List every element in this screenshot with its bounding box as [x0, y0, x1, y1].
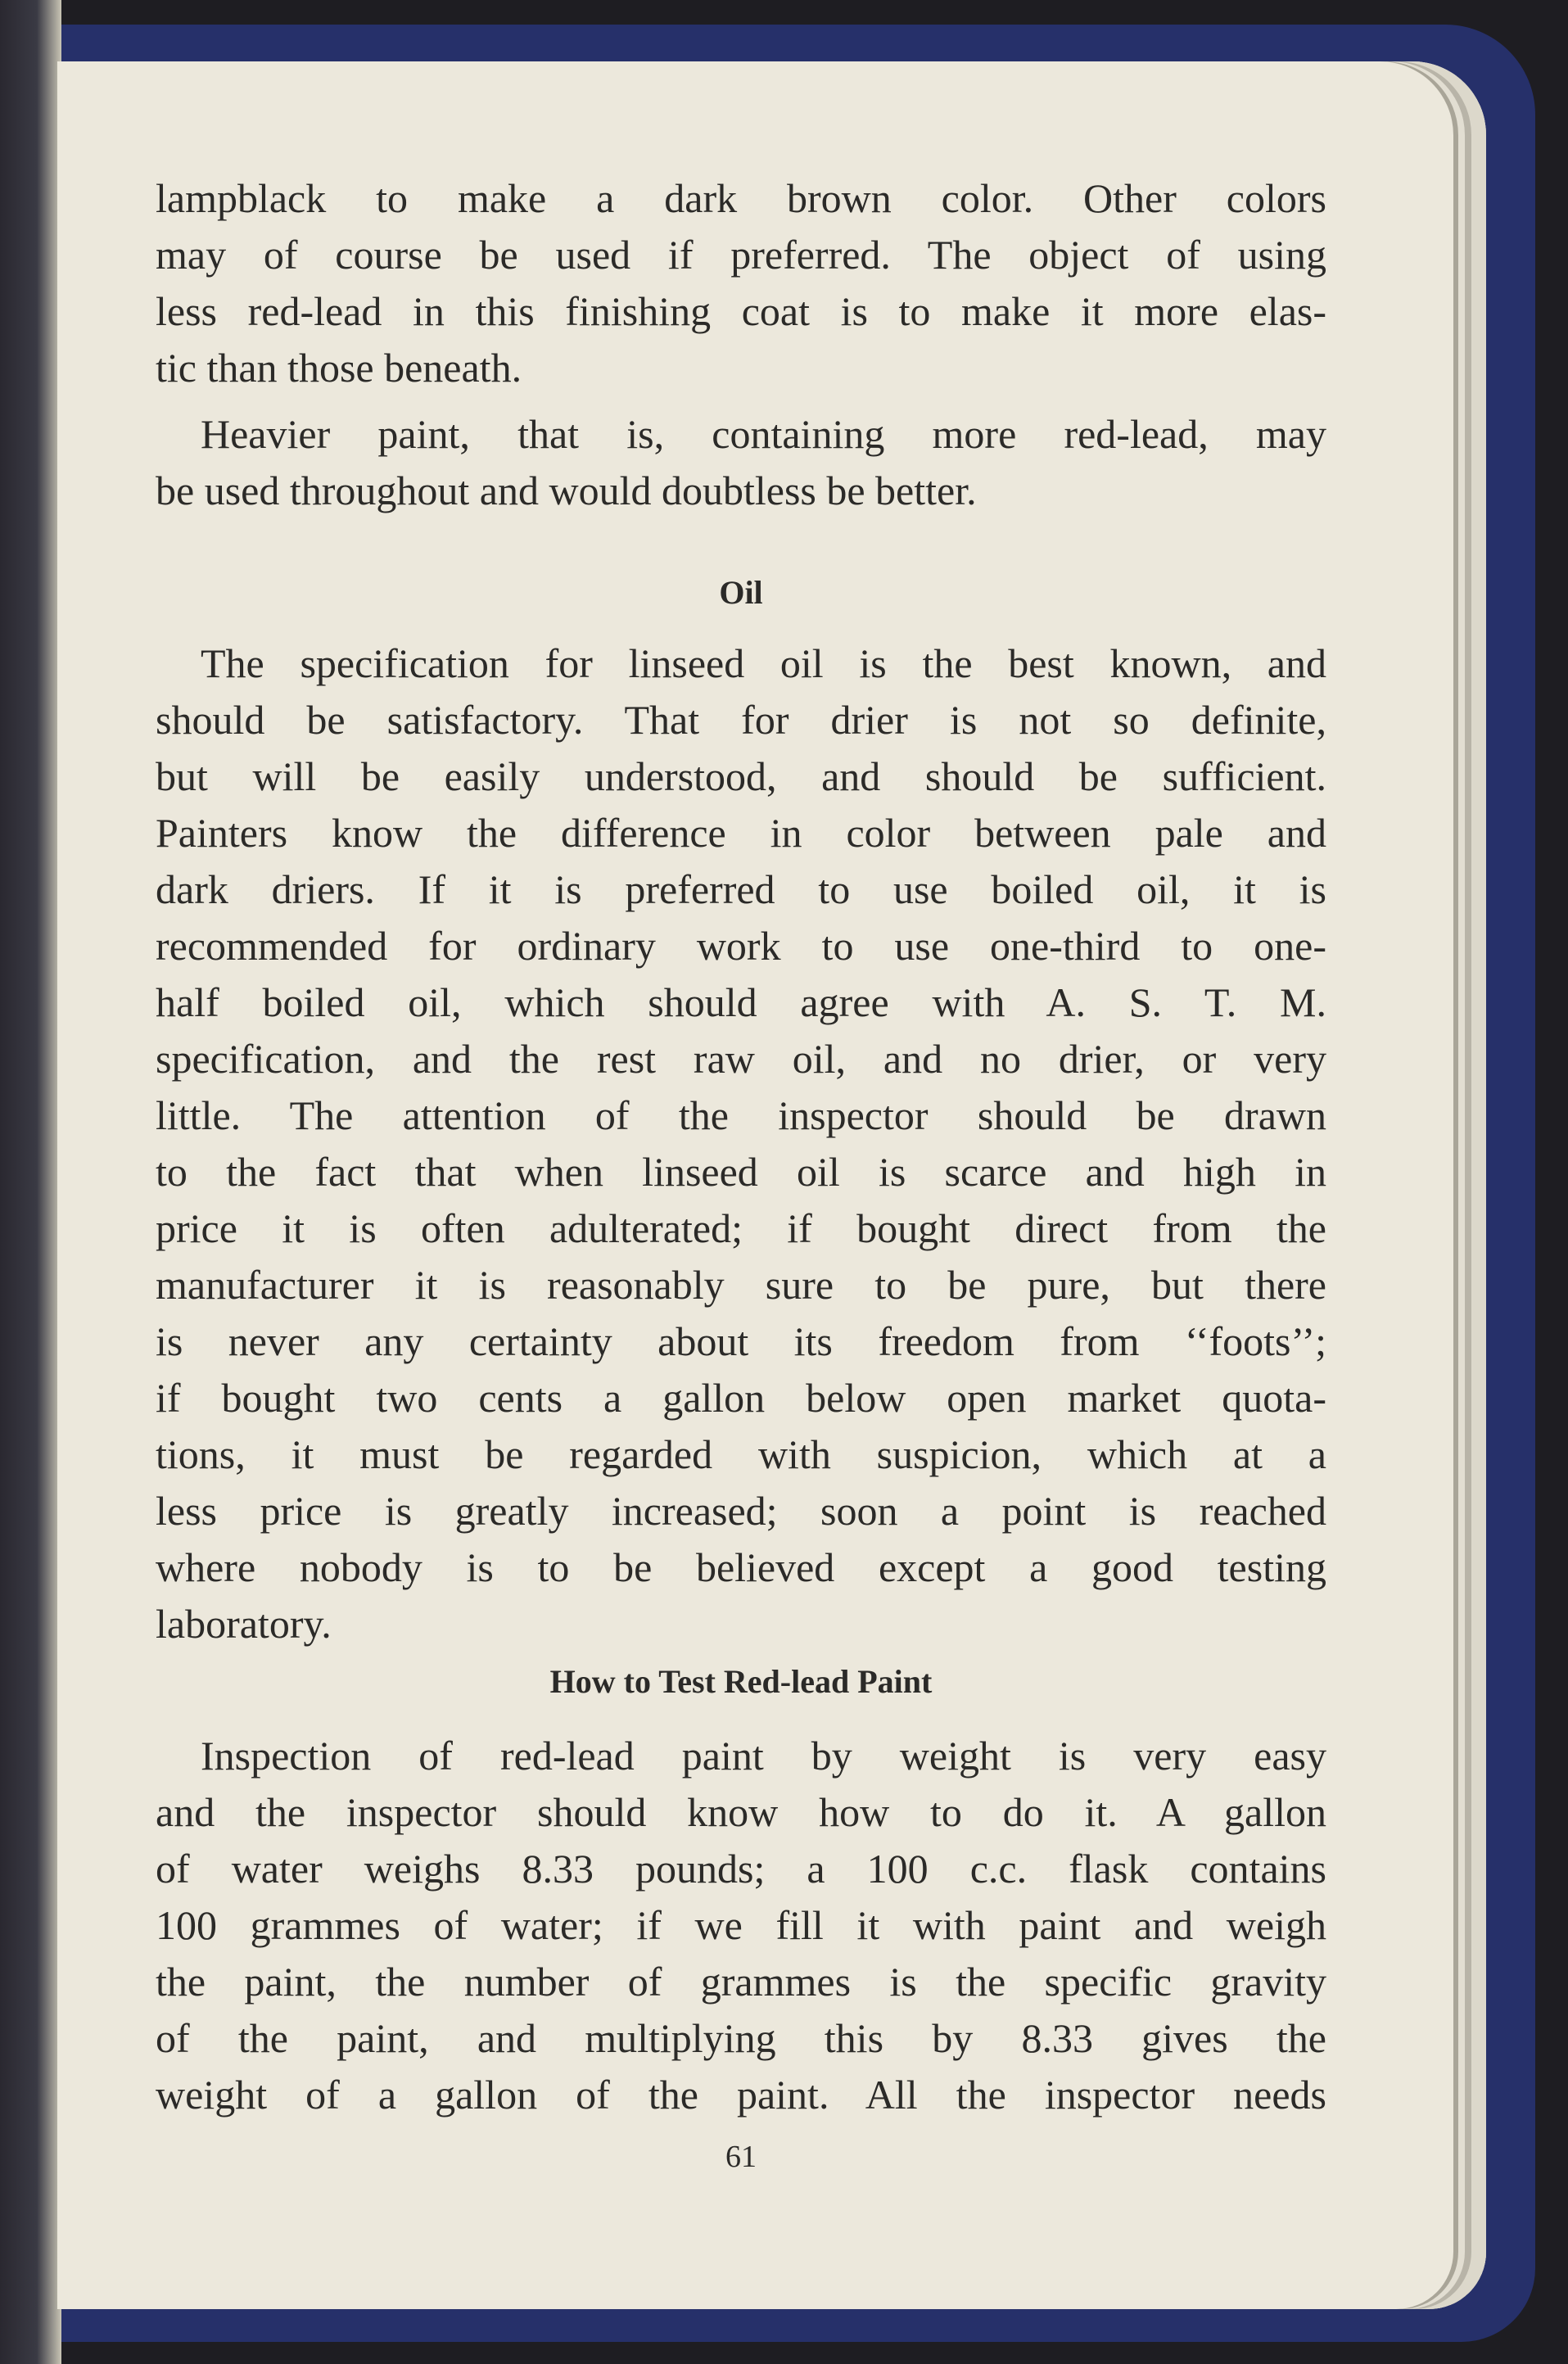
paragraph-lampblack [156, 170, 1326, 396]
text-line: is never any certainty about its freedom from ‘‘foots’’; [156, 1318, 1326, 1364]
text-line: if bought two cents a gallon below open market quota- [156, 1375, 1326, 1421]
text-line: Heavier paint, that is, containing more red-lead, may [201, 411, 1326, 457]
section-heading-oil: Oil [719, 574, 763, 611]
text-line: half boiled oil, which should agree with A. S. T. M. [156, 979, 1326, 1025]
text-line: and the inspector should know how to do it. A gallon [156, 1789, 1326, 1835]
text-line: tic than those beneath. [156, 345, 522, 391]
text-line: to the fact that when linseed oil is scarce and high in [156, 1149, 1326, 1195]
text-line: may of course be used if preferred. The object of using [156, 232, 1326, 278]
paragraph-heavier-paint [156, 406, 1326, 519]
text-line: but will be easily understood, and should be sufficient. [156, 753, 1326, 799]
text-line: Inspection of red-lead paint by weight is very easy [201, 1733, 1326, 1779]
text-line: of water weighs 8.33 pounds; a 100 c.c. flask contains [156, 1846, 1326, 1892]
page-number: 61 [725, 2140, 757, 2174]
text-line: Painters know the difference in color between pale and [156, 810, 1326, 856]
text-line: where nobody is to be believed except a good testing [156, 1544, 1326, 1590]
paragraph-oil [156, 635, 1326, 1652]
text-line: the paint, the number of grammes is the specific gravity [156, 1959, 1326, 2005]
text-line: tions, it must be regarded with suspicion, which at a [156, 1431, 1326, 1477]
text-line: little. The attention of the inspector should be drawn [156, 1092, 1326, 1138]
text-line: lampblack to make a dark brown color. Other colors [156, 175, 1326, 221]
text-line: should be satisfactory. That for drier is not so definite, [156, 697, 1326, 743]
text-line: less price is greatly increased; soon a point is reached [156, 1488, 1326, 1534]
text-line: weight of a gallon of the paint. All the inspector needs [156, 2072, 1326, 2118]
text-line: dark driers. If it is preferred to use boiled oil, it is [156, 866, 1326, 912]
text-line: price it is often adulterated; if bought direct from the [156, 1205, 1326, 1251]
text-line: be used throughout and would doubtless be better. [156, 468, 977, 513]
text-line: 100 grammes of water; if we fill it with paint and weigh [156, 1902, 1326, 1948]
text-line: The specification for linseed oil is the best known, and [201, 640, 1326, 686]
text-line: laboratory. [156, 1601, 332, 1647]
text-line: less red-lead in this finishing coat is to make it more elas- [156, 288, 1326, 334]
text-line: of the paint, and multiplying this by 8.33 gives the [156, 2015, 1326, 2061]
text-line: specification, and the rest raw oil, and no drier, or very [156, 1036, 1326, 1082]
book-gutter [0, 0, 61, 2364]
section-heading-test: How to Test Red-lead Paint [549, 1663, 933, 1700]
text-line: manufacturer it is reasonably sure to be pure, but there [156, 1262, 1326, 1308]
text-line: recommended for ordinary work to use one-third to one- [156, 923, 1326, 969]
paragraph-test [156, 1728, 1326, 2123]
